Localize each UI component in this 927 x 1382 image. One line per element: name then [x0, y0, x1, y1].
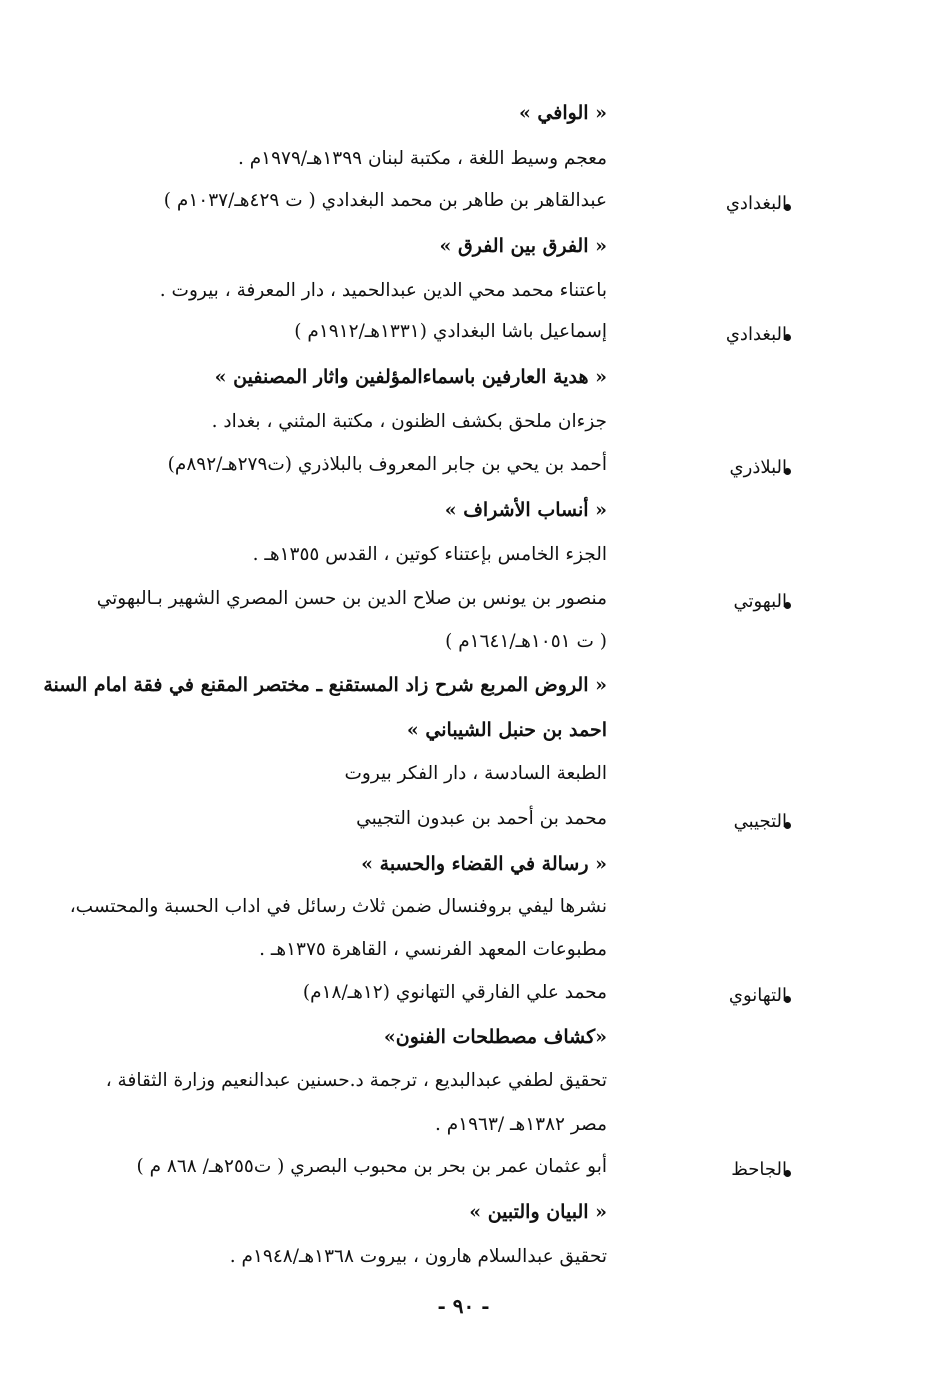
author-label: البهوتي — [733, 591, 787, 612]
author-label: التهانوي — [728, 985, 787, 1006]
book-title: « الروض المربع شرح زاد المستقنع ـ مختصر المقنع في فقة امام السنة — [43, 674, 607, 696]
author-label: الجاحظ — [731, 1159, 787, 1180]
book-title: « هدية العارفين باسماءالمؤلفين واثار المصنفين » — [214, 366, 607, 388]
publication-info: تحقيق عبدالسلام هارون ، بيروت ١٣٦٨هـ/١٩٤٨م . — [229, 1246, 607, 1267]
book-title: «كشاف مصطلحات الفنون» — [383, 1026, 607, 1048]
book-title: « الوافي » — [518, 102, 607, 124]
publication-info: الطبعة السادسة ، دار الفكر بيروت — [344, 763, 607, 784]
publication-info: تحقيق لطفي عبدالبديع ، ترجمة د.حسنين عبدالنعيم وزارة الثقافة ، — [105, 1070, 607, 1091]
author-full-name: إسماعيل باشا البغدادي (١٣٣١هـ/١٩١٢م ) — [294, 321, 607, 342]
page-number: - ٩٠ - — [437, 1294, 490, 1318]
author-full-name: عبدالقاهر بن طاهر بن محمد البغدادي ( ت ٤٢٩هـ/١٠٣٧م ) — [163, 190, 607, 211]
publication-info: نشرها ليفي بروفنسال ضمن ثلاث رسائل في اداب الحسبة والمحتسب، — [69, 896, 607, 917]
book-title: « البيان والتبين » — [469, 1201, 607, 1223]
book-title-continued: احمد بن حنبل الشيباني » — [406, 719, 607, 741]
publication-info-continued: مصر ١٣٨٢هـ /١٩٦٣م . — [434, 1114, 607, 1135]
author-full-name: منصور بن يونس بن صلاح الدين بن حسن المصري الشهير بـالبهوتي — [96, 588, 607, 609]
author-full-name: محمد بن أحمد بن عبدون التجيبي — [356, 808, 607, 829]
publication-info: الجزء الخامس بإعتناء كوتين ، القدس ١٣٥٥هـ . — [252, 544, 607, 565]
author-label: التجيبي — [733, 811, 787, 832]
book-title: « الفرق بين الفرق » — [439, 235, 607, 257]
author-label: البغدادي — [725, 193, 787, 214]
book-title: « أنساب الأشراف » — [444, 499, 607, 521]
publication-info: جزءان ملحق بكشف الظنون ، مكتبة المثني ، بغداد . — [211, 411, 607, 432]
publication-info: باعتناء محمد محي الدين عبدالحميد ، دار المعرفة ، بيروت . — [159, 280, 607, 301]
author-full-name: محمد علي الفارقي التهانوي (١٢هـ/١٨م) — [302, 982, 607, 1003]
author-full-name: أحمد بن يحي بن جابر المعروف بالبلاذري (ت٢٧٩هـ/٨٩٢م) — [167, 454, 607, 475]
book-title: « رسالة في القضاء والحسبة » — [361, 853, 607, 875]
publication-info-continued: مطبوعات المعهد الفرنسي ، القاهرة ١٣٧٥هـ . — [259, 939, 607, 960]
author-label: البغدادي — [725, 324, 787, 345]
author-label: البلاذري — [729, 457, 787, 478]
author-dates: ( ت ١٠٥١هـ/١٦٤١م ) — [445, 631, 607, 652]
author-full-name: أبو عثمان عمر بن بحر بن محبوب البصري ( ت٢٥٥هـ/ ٨٦٨ م ) — [136, 1156, 607, 1177]
publication-info: معجم وسيط اللغة ، مكتبة لبنان ١٣٩٩هـ/١٩٧٩م . — [237, 148, 607, 169]
